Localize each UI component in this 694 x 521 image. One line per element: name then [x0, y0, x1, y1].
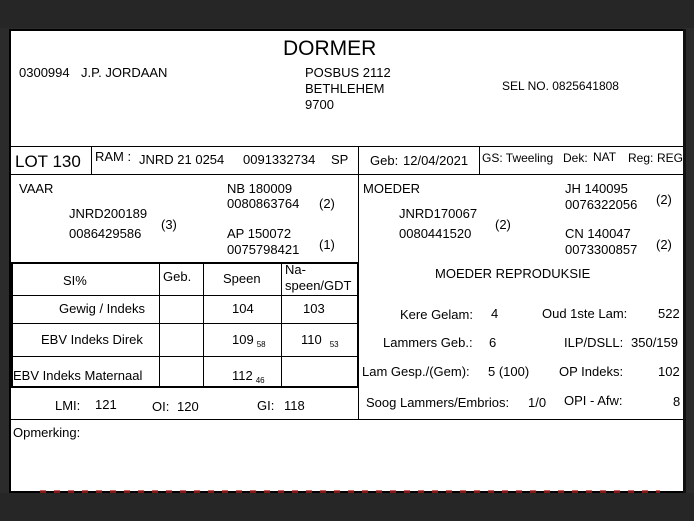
gi-value: 118	[284, 398, 305, 413]
oi-value: 120	[177, 399, 199, 414]
divider	[11, 419, 683, 420]
divider	[11, 356, 359, 357]
opi-value: 8	[673, 394, 681, 409]
divider	[479, 146, 480, 174]
dek-value: NAT	[593, 150, 617, 164]
breed-title: DORMER	[283, 37, 377, 60]
dam-sire-id: JH 140095	[565, 181, 628, 196]
bottom-dark-border	[0, 493, 694, 521]
dam-sire-reg: 0076322056	[565, 197, 638, 212]
row-weight-naspeen: 103	[303, 301, 325, 316]
dam-id: JNRD170067	[399, 206, 478, 221]
divider	[11, 174, 683, 175]
dam-dam-id: CN 140047	[565, 226, 631, 241]
divider	[281, 262, 282, 387]
lammers-geb-value: 6	[489, 335, 497, 350]
oi-label: OI:	[152, 399, 170, 414]
sire-dam-id: AP 150072	[227, 226, 292, 241]
reg-value: REG	[657, 151, 684, 165]
oud-label: Oud 1ste Lam:	[542, 306, 628, 321]
ram-reg: 0091332734	[243, 152, 316, 167]
kere-gelam-label: Kere Gelam:	[400, 307, 473, 322]
lot-number: LOT 130	[15, 152, 81, 171]
dam-dam-reg: 0073300857	[565, 242, 638, 257]
row-label-weight-index: Gewig / Indeks	[59, 301, 145, 316]
row-label-ebv-maternal: EBV Indeks Maternaal	[13, 368, 143, 383]
sire-sire-count: (2)	[319, 196, 335, 211]
remark-label: Opmerking:	[13, 425, 81, 440]
divider	[357, 262, 359, 388]
naspeen-header-line1: Na-	[285, 262, 306, 277]
row-weight-speen: 104	[232, 301, 254, 316]
ram-code: SP	[331, 152, 349, 167]
speen-header: Speen	[223, 271, 261, 286]
sire-label: VAAR	[19, 181, 54, 196]
dam-label: MOEDER	[363, 181, 421, 196]
row-ebv-direct-naspeen: 110 $_{53}$	[301, 332, 339, 349]
soog-label: Soog Lammers/Embrios:	[366, 395, 510, 410]
sire-count: (3)	[161, 217, 177, 232]
birth-label: Geb:	[370, 153, 399, 168]
naspeen-header-line2: speen/GDT	[285, 278, 352, 293]
ram-label: RAM :	[95, 149, 132, 164]
dam-reg: 0080441520	[399, 226, 472, 241]
accuracy-subscript: 53	[329, 340, 339, 349]
owner-id: 0300994	[19, 65, 70, 80]
opi-label: OPI - Afw:	[564, 393, 623, 408]
soog-value: 1/0	[528, 395, 547, 410]
accuracy-subscript: 58	[256, 340, 266, 349]
op-index-label: OP Indeks:	[559, 364, 624, 379]
sire-dam-reg: 0075798421	[227, 242, 300, 257]
sale-card	[9, 29, 685, 493]
divider	[11, 386, 359, 388]
dam-count: (2)	[495, 217, 511, 232]
lmi-value: 121	[95, 397, 117, 412]
sire-dam-count: (1)	[319, 237, 335, 252]
divider	[203, 262, 204, 387]
birth-date: 12/04/2021	[403, 153, 469, 168]
dam-sire-count: (2)	[656, 192, 672, 207]
ilp-label: ILP/DSLL:	[564, 335, 624, 350]
row-ebv-direct-speen: 109 $_{58}$	[232, 332, 266, 349]
dam-dam-count: (2)	[656, 237, 672, 252]
dek-label: Dek:	[563, 151, 588, 165]
gi-label: GI:	[257, 398, 275, 413]
row-label-ebv-direct: EBV Indeks Direk	[41, 332, 143, 347]
sire-id: JNRD200189	[69, 206, 148, 221]
divider	[358, 146, 359, 174]
sire-sire-reg: 0080863764	[227, 196, 300, 211]
reproduction-title: MOEDER REPRODUKSIE	[435, 266, 591, 281]
row-ebv-maternal-speen: 112 $_{46}$	[232, 368, 265, 385]
divider	[11, 295, 359, 296]
sire-sire-id: NB 180009	[227, 181, 293, 196]
divider	[11, 146, 683, 147]
ram-id: JNRD 21 0254	[139, 152, 225, 167]
lammers-geb-label: Lammers Geb.:	[383, 335, 473, 350]
divider	[11, 323, 359, 324]
top-dark-border	[0, 0, 694, 28]
lam-gesp-label: Lam Gesp./(Gem):	[362, 364, 470, 379]
lam-gesp-value: 5 (100)	[488, 364, 530, 379]
divider	[11, 262, 359, 264]
address-line-3: 9700	[305, 97, 334, 112]
right-frame-edge	[683, 29, 686, 493]
geb-header: Geb.	[163, 269, 192, 284]
accuracy-subscript: 46	[255, 376, 265, 385]
sel-number: SEL NO. 0825641808	[502, 79, 619, 93]
si-header: SI%	[63, 273, 87, 288]
address-line-1: POSBUS 2112	[305, 65, 391, 80]
lmi-label: LMI:	[55, 398, 81, 413]
owner-name: J.P. JORDAAN	[81, 65, 168, 80]
address-line-2: BETHLEHEM	[305, 81, 385, 96]
gs-label: GS: Tweeling	[482, 151, 554, 165]
ilp-value: 350/159	[631, 335, 678, 350]
divider	[91, 146, 92, 174]
divider	[159, 262, 160, 387]
reg-label: Reg:	[628, 151, 654, 165]
sire-reg: 0086429586	[69, 226, 142, 241]
kere-gelam-value: 4	[491, 306, 499, 321]
oud-value: 522	[658, 306, 680, 321]
op-index-value: 102	[658, 364, 680, 379]
